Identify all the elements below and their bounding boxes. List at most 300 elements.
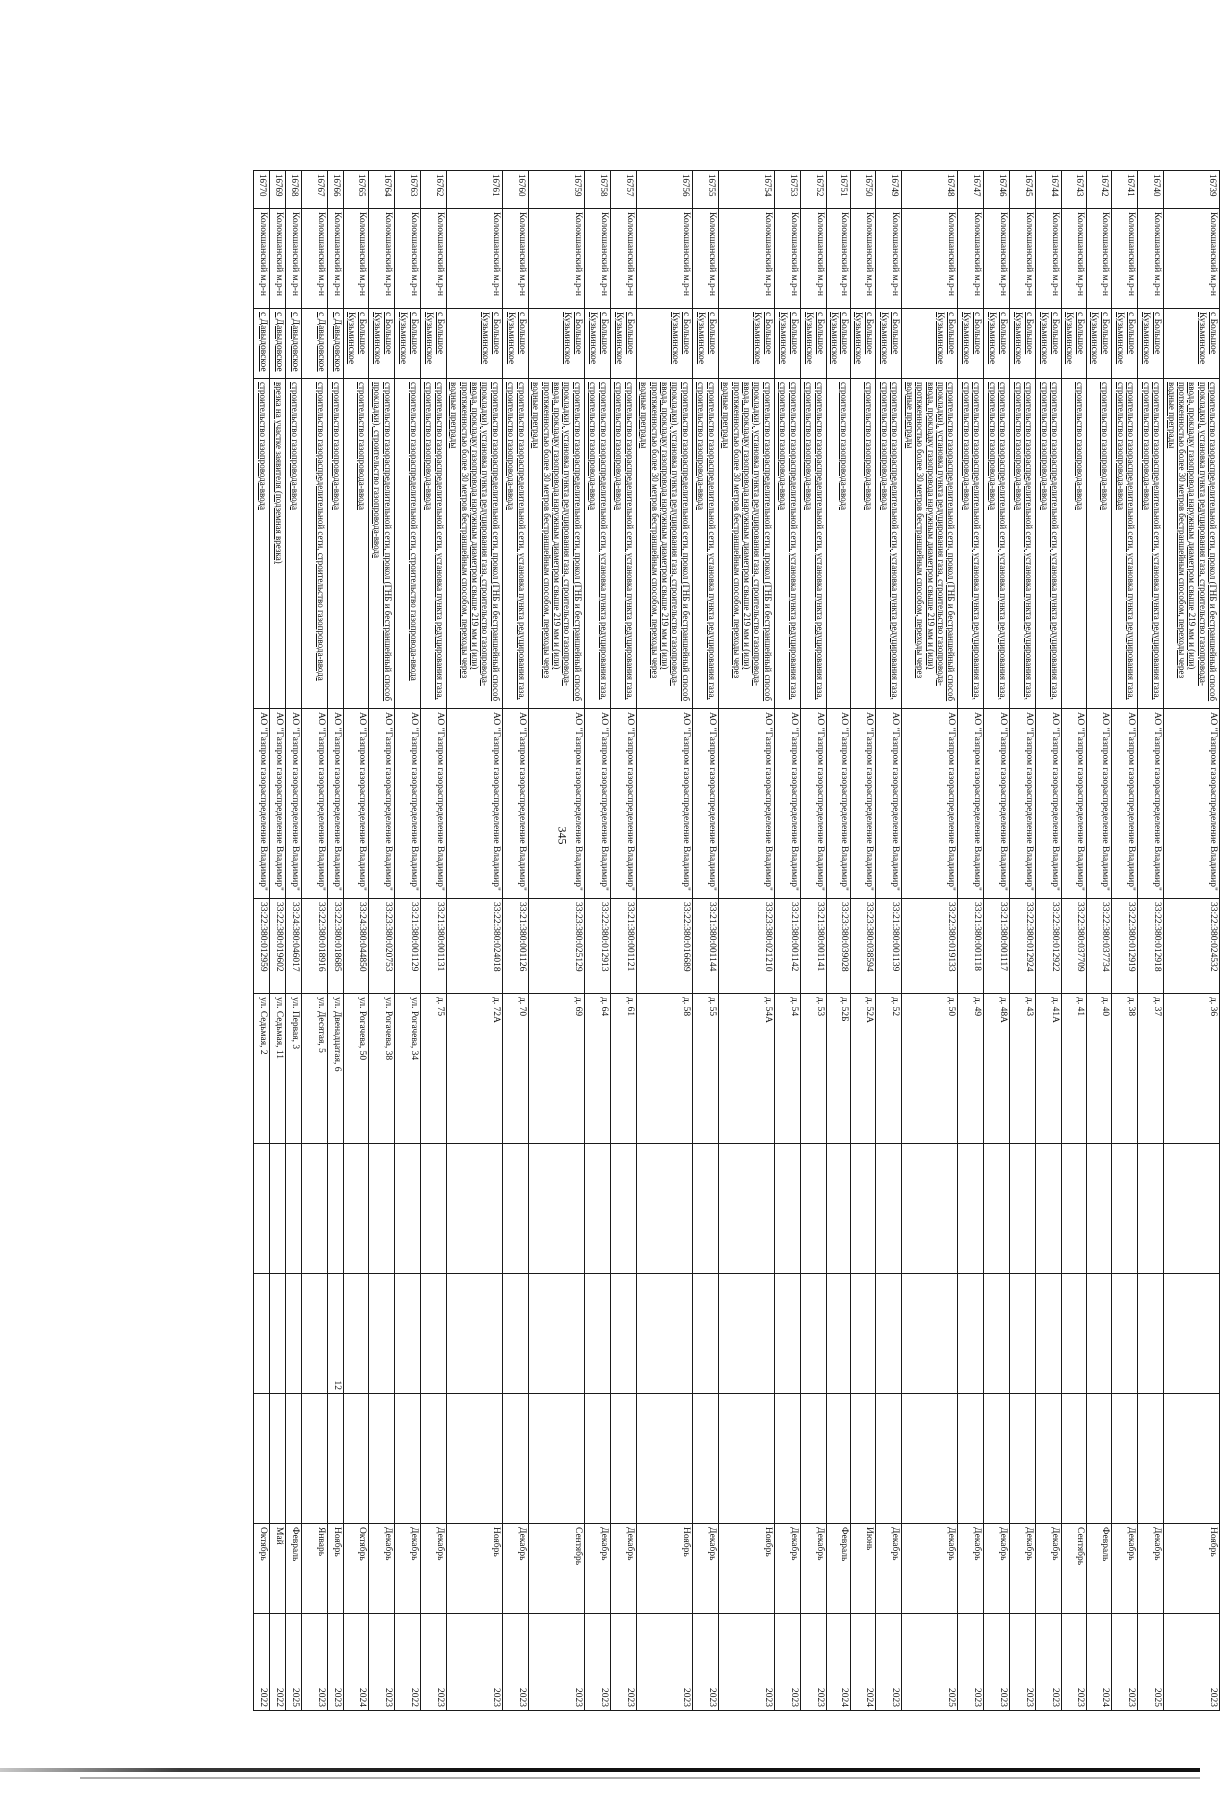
row-number: 16750: [851, 171, 876, 209]
table-row: [285, 171, 301, 1711]
empty-cell: [327, 1394, 343, 1524]
year-cell: 2023: [692, 1614, 718, 1711]
flat-cell: [851, 1274, 876, 1394]
table-row: [1112, 171, 1138, 1711]
cadastre-cell: 33:22:380:012959: [253, 899, 269, 994]
organization-cell: АО "Газпром газораспределение Владимир": [420, 709, 446, 899]
year-cell: 2023: [584, 1614, 610, 1711]
cadastre-cell: 33:22:380:018916: [301, 899, 327, 994]
flat-cell: [253, 1274, 269, 1394]
cadastre-cell: 33:21:380:001118: [958, 899, 984, 994]
district-cell: Колокшанский м.р-н: [368, 209, 394, 309]
address-cell: д. 50: [902, 994, 958, 1144]
settlement-cell: с Большое Кузьминское: [826, 309, 851, 379]
district-cell: Колокшанский м.р-н: [636, 209, 692, 309]
empty-cell: [343, 1144, 368, 1274]
cadastre-cell: 33:23:380:021210: [718, 899, 774, 994]
empty-cell: [394, 1394, 420, 1524]
district-cell: Колокшанский м.р-н: [269, 209, 285, 309]
month-cell: Декабрь: [774, 1524, 800, 1614]
address-cell: д. 41: [1062, 994, 1087, 1144]
row-number: 16754: [718, 171, 774, 209]
address-cell: д. 75: [420, 994, 446, 1144]
empty-cell: [368, 1144, 394, 1274]
table-row: [1036, 171, 1062, 1711]
works-cell: строительство газораспределительной сети, установка пункта редуцирования газа, строительство газопровода-ввода: [800, 379, 826, 709]
cadastre-cell: 33:23:380:039028: [826, 899, 851, 994]
address-cell: ул. Рогачева, 38: [368, 994, 394, 1144]
address-cell: д. 64: [584, 994, 610, 1144]
district-cell: Колокшанский м.р-н: [774, 209, 800, 309]
district-cell: Колокшанский м.р-н: [1062, 209, 1087, 309]
works-cell: строительство газопровода-ввода: [826, 379, 851, 709]
cadastre-cell: 33:21:380:001141: [800, 899, 826, 994]
district-cell: Колокшанский м.р-н: [800, 209, 826, 309]
district-cell: Колокшанский м.р-н: [851, 209, 876, 309]
empty-cell: [1062, 1144, 1087, 1274]
works-cell: строительство газопровода-ввода: [253, 379, 269, 709]
address-cell: ул. Рогачева, 34: [394, 994, 420, 1144]
empty-cell: [1087, 1144, 1112, 1274]
works-cell: строительство газораспределительной сети, прокол (ГНБ и бестраншейный способ прокладки), установка пункта редуцирования газа, строительство газопровода-ввода, прокладку газопровода наружным диаметром свыше 219 мм и (или) протяженностью более 30 метров бестраншейным способом, переходы через водные преграды: [446, 379, 502, 709]
flat-cell: [301, 1274, 327, 1394]
works-cell: строительство газопровода-ввода: [327, 379, 343, 709]
empty-cell: [420, 1144, 446, 1274]
works-cell: строительство газораспределительной сети, прокол (ГНБ и бестраншейный способ прокладки), установка пункта редуцирования газа, строительство газопровода-ввода, прокладку газопровода наружным диаметром свыше 219 мм и (или) протяженностью более 30 метров бестраншейным способом, переходы через водные преграды: [636, 379, 692, 709]
row-number: 16746: [984, 171, 1010, 209]
settlement-cell: с Большое Кузьминское: [1036, 309, 1062, 379]
year-cell: 2025: [285, 1614, 301, 1711]
cadastre-cell: 33:23:380:038594: [851, 899, 876, 994]
organization-cell: АО "Газпром газораспределение Владимир": [327, 709, 343, 899]
month-cell: Май: [269, 1524, 285, 1614]
works-cell: строительство газораспределительной сети, строительство газопровода-ввода: [394, 379, 420, 709]
settlement-cell: с Большое Кузьминское: [502, 309, 528, 379]
year-cell: 2022: [253, 1614, 269, 1711]
empty-cell: [301, 1394, 327, 1524]
district-cell: Колокшанский м.р-н: [902, 209, 958, 309]
district-cell: Колокшанский м.р-н: [610, 209, 636, 309]
address-cell: д. 55: [692, 994, 718, 1144]
table-row: [343, 171, 368, 1711]
scan-edge-line: [0, 1768, 1200, 1772]
empty-cell: [327, 1144, 343, 1274]
works-cell: строительство газораспределительной сети, установка пункта редуцирования газа, строительство газопровода-ввода: [1010, 379, 1036, 709]
empty-cell: [1138, 1394, 1164, 1524]
works-cell: строительство газораспределительной сети, строительство газопровода-ввода: [301, 379, 327, 709]
address-cell: д. 37: [1138, 994, 1164, 1144]
empty-cell: [420, 1394, 446, 1524]
organization-cell: АО "Газпром газораспределение Владимир": [253, 709, 269, 899]
works-cell: строительство газораспределительной сети, прокол (ГНБ и бестраншейный способ прокладки), установка пункта редуцирования газа, строительство газопровода-ввода, прокладку газопровода наружным диаметром свыше 219 мм и (или) протяженностью более 30 метров бестраншейным способом, переходы через водные преграды: [1164, 379, 1220, 709]
month-cell: Февраль: [826, 1524, 851, 1614]
empty-cell: [528, 1394, 584, 1524]
empty-cell: [958, 1144, 984, 1274]
organization-cell: АО "Газпром газораспределение Владимир": [902, 709, 958, 899]
table-row: [851, 171, 876, 1711]
district-cell: Колокшанский м.р-н: [446, 209, 502, 309]
settlement-cell: с Большое Кузьминское: [692, 309, 718, 379]
district-cell: Колокшанский м.р-н: [584, 209, 610, 309]
works-cell: строительство газораспределительной сети, установка пункта редуцирования газа, строительство газопровода-ввода: [420, 379, 446, 709]
settlement-cell: с Давыдовское: [301, 309, 327, 379]
address-cell: д. 40: [1087, 994, 1112, 1144]
organization-cell: АО "Газпром газораспределение Владимир": [876, 709, 902, 899]
empty-cell: [984, 1144, 1010, 1274]
settlement-cell: с Большое Кузьминское: [876, 309, 902, 379]
flat-cell: [902, 1274, 958, 1394]
organization-cell: АО "Газпром газораспределение Владимир": [446, 709, 502, 899]
year-cell: 2023: [800, 1614, 826, 1711]
works-cell: строительство газораспределительной сети, установка пункта редуцирования газа, строительство газопровода-ввода: [876, 379, 902, 709]
table-row: [368, 171, 394, 1711]
row-number: 16761: [446, 171, 502, 209]
address-cell: ул. Седьмая, 11: [269, 994, 285, 1144]
empty-cell: [902, 1144, 958, 1274]
works-cell: строительство газораспределительной сети, установка пункта редуцирования газа, строительство газопровода-ввода: [984, 379, 1010, 709]
organization-cell: АО "Газпром газораспределение Владимир": [851, 709, 876, 899]
row-number: 16749: [876, 171, 902, 209]
table-row: [1062, 171, 1087, 1711]
organization-cell: АО "Газпром газораспределение Владимир": [285, 709, 301, 899]
works-cell: строительство газопровода-ввода: [851, 379, 876, 709]
flat-cell: [636, 1274, 692, 1394]
empty-cell: [851, 1144, 876, 1274]
month-cell: Декабрь: [984, 1524, 1010, 1614]
flat-cell: [800, 1274, 826, 1394]
flat-cell: [826, 1274, 851, 1394]
works-cell: строительство газораспределительной сети, установка пункта редуцирования газа, строительство газопровода-ввода: [610, 379, 636, 709]
year-cell: 2022: [394, 1614, 420, 1711]
settlement-cell: с Большое Кузьминское: [718, 309, 774, 379]
empty-cell: [718, 1394, 774, 1524]
table-row: [636, 171, 692, 1711]
row-number: 16759: [528, 171, 584, 209]
row-number: 16742: [1087, 171, 1112, 209]
settlement-cell: с Большое Кузьминское: [851, 309, 876, 379]
flat-cell: [984, 1274, 1010, 1394]
year-cell: 2023: [958, 1614, 984, 1711]
table-row: [692, 171, 718, 1711]
organization-cell: АО "Газпром газораспределение Владимир": [1062, 709, 1087, 899]
row-number: 16760: [502, 171, 528, 209]
organization-cell: АО "Газпром газораспределение Владимир": [1112, 709, 1138, 899]
empty-cell: [269, 1394, 285, 1524]
month-cell: Декабрь: [902, 1524, 958, 1614]
flat-cell: [368, 1274, 394, 1394]
organization-cell: АО "Газпром газораспределение Владимир": [301, 709, 327, 899]
year-cell: 2023: [327, 1614, 343, 1711]
year-cell: 2023: [984, 1614, 1010, 1711]
district-cell: Колокшанский м.р-н: [1036, 209, 1062, 309]
flat-cell: [285, 1274, 301, 1394]
address-cell: ул. Первая, 3: [285, 994, 301, 1144]
month-cell: Декабрь: [800, 1524, 826, 1614]
address-cell: д. 69: [528, 994, 584, 1144]
month-cell: Декабрь: [1010, 1524, 1036, 1614]
cadastre-cell: 33:21:380:001131: [420, 899, 446, 994]
address-cell: д. 52Б: [826, 994, 851, 1144]
address-cell: ул. Седьмая, 2: [253, 994, 269, 1144]
works-cell: строительство газораспределительной сети, прокол (ГНБ и бестраншейный способ прокладки), установка пункта редуцирования газа, строительство газопровода-ввода, прокладку газопровода наружным диаметром свыше 219 мм и (или) протяженностью более 30 метров бестраншейным способом, переходы через водные преграды: [902, 379, 958, 709]
empty-cell: [1112, 1394, 1138, 1524]
settlement-cell: с Большое Кузьминское: [420, 309, 446, 379]
row-number: 16741: [1112, 171, 1138, 209]
flat-cell: [1036, 1274, 1062, 1394]
organization-cell: АО "Газпром газораспределение Владимир": [718, 709, 774, 899]
district-cell: Колокшанский м.р-н: [826, 209, 851, 309]
settlement-cell: с Давыдовское: [269, 309, 285, 379]
district-cell: Колокшанский м.р-н: [718, 209, 774, 309]
year-cell: 2023: [636, 1614, 692, 1711]
empty-cell: [1138, 1144, 1164, 1274]
empty-cell: [1164, 1394, 1220, 1524]
month-cell: Декабрь: [1138, 1524, 1164, 1614]
organization-cell: АО "Газпром газораспределение Владимир": [774, 709, 800, 899]
empty-cell: [984, 1394, 1010, 1524]
year-cell: 2023: [502, 1614, 528, 1711]
address-cell: д. 41А: [1036, 994, 1062, 1144]
flat-cell: [528, 1274, 584, 1394]
year-cell: 2023: [718, 1614, 774, 1711]
flat-cell: 12: [327, 1274, 343, 1394]
cadastre-cell: 33:22:380:024018: [446, 899, 502, 994]
works-cell: строительство газопровода-ввода: [285, 379, 301, 709]
month-cell: Октябрь: [343, 1524, 368, 1614]
row-number: 16753: [774, 171, 800, 209]
empty-cell: [800, 1394, 826, 1524]
flat-cell: [1138, 1274, 1164, 1394]
row-number: 16744: [1036, 171, 1062, 209]
settlement-cell: с Большое Кузьминское: [774, 309, 800, 379]
settlement-cell: с Большое Кузьминское: [1112, 309, 1138, 379]
empty-cell: [394, 1144, 420, 1274]
row-number: 16758: [584, 171, 610, 209]
flat-cell: [718, 1274, 774, 1394]
year-cell: 2022: [269, 1614, 285, 1711]
cadastre-cell: 33:21:380:001144: [692, 899, 718, 994]
year-cell: 2023: [420, 1614, 446, 1711]
empty-cell: [610, 1394, 636, 1524]
settlement-cell: с Большое Кузьминское: [800, 309, 826, 379]
district-cell: Колокшанский м.р-н: [958, 209, 984, 309]
cadastre-cell: 33:22:380:016689: [636, 899, 692, 994]
organization-cell: АО "Газпром газораспределение Владимир": [826, 709, 851, 899]
organization-cell: АО "Газпром газораспределение Владимир": [984, 709, 1010, 899]
empty-cell: [301, 1144, 327, 1274]
organization-cell: АО "Газпром газораспределение Владимир": [269, 709, 285, 899]
flat-cell: [1087, 1274, 1112, 1394]
month-cell: Ноябрь: [636, 1524, 692, 1614]
month-cell: Декабрь: [610, 1524, 636, 1614]
empty-cell: [958, 1394, 984, 1524]
page-number: 345: [555, 826, 570, 845]
cadastre-cell: 33:22:380:012913: [584, 899, 610, 994]
rotated-register: [170, 170, 1220, 1710]
empty-cell: [253, 1144, 269, 1274]
empty-cell: [446, 1144, 502, 1274]
scan-edge-shadow: [80, 1777, 1200, 1779]
settlement-cell: с Большое Кузьминское: [584, 309, 610, 379]
table-row: [774, 171, 800, 1711]
empty-cell: [774, 1394, 800, 1524]
year-cell: 2024: [343, 1614, 368, 1711]
empty-cell: [1010, 1394, 1036, 1524]
district-cell: Колокшанский м.р-н: [285, 209, 301, 309]
empty-cell: [269, 1144, 285, 1274]
cadastre-cell: 33:24:380:044850: [343, 899, 368, 994]
district-cell: Колокшанский м.р-н: [876, 209, 902, 309]
address-cell: д. 52А: [851, 994, 876, 1144]
table-row: [420, 171, 446, 1711]
address-cell: ул. Рогачева, 50: [343, 994, 368, 1144]
empty-cell: [343, 1394, 368, 1524]
empty-cell: [446, 1394, 502, 1524]
works-cell: строительство газораспределительной сети, установка пункта редуцирования газа, строительство газопровода-ввода: [1112, 379, 1138, 709]
row-number: 16747: [958, 171, 984, 209]
works-cell: строительство газораспределительной сети, прокол (ГНБ и бестраншейный способ прокладки), установка пункта редуцирования газа, строительство газопровода-ввода, прокладку газопровода наружным диаметром свыше 219 мм и (или) протяженностью более 30 метров бестраншейным способом, переходы через водные преграды: [718, 379, 774, 709]
flat-cell: [876, 1274, 902, 1394]
row-number: 16757: [610, 171, 636, 209]
cadastre-cell: 33:22:380:037734: [1087, 899, 1112, 994]
row-number: 16762: [420, 171, 446, 209]
settlement-cell: с Большое Кузьминское: [1138, 309, 1164, 379]
month-cell: Декабрь: [1036, 1524, 1062, 1614]
district-cell: Колокшанский м.р-н: [394, 209, 420, 309]
works-cell: строительство газораспределительной сети, установка пункта редуцирования газа, строительство газопровода-ввода: [958, 379, 984, 709]
month-cell: Декабрь: [502, 1524, 528, 1614]
cadastre-cell: 33:21:380:001129: [394, 899, 420, 994]
month-cell: Февраль: [285, 1524, 301, 1614]
settlement-cell: с Большое Кузьминское: [446, 309, 502, 379]
year-cell: 2023: [610, 1614, 636, 1711]
address-cell: д. 53: [800, 994, 826, 1144]
address-cell: д. 38: [1112, 994, 1138, 1144]
cadastre-cell: 33:22:380:012919: [1112, 899, 1138, 994]
works-cell: строительство газораспределительной сети, прокол (ГНБ и бестраншейный способ прокладки), строительство газопровода-ввода: [368, 379, 394, 709]
organization-cell: АО "Газпром газораспределение Владимир": [1036, 709, 1062, 899]
organization-cell: АО "Газпром газораспределение Владимир": [636, 709, 692, 899]
settlement-cell: с Большое Кузьминское: [343, 309, 368, 379]
organization-cell: АО "Газпром газораспределение Владимир": [1164, 709, 1220, 899]
table-row: [327, 171, 343, 1711]
empty-cell: [718, 1144, 774, 1274]
month-cell: Октябрь: [253, 1524, 269, 1614]
district-cell: Колокшанский м.р-н: [420, 209, 446, 309]
district-cell: Колокшанский м.р-н: [1164, 209, 1220, 309]
empty-cell: [692, 1394, 718, 1524]
address-cell: д. 54: [774, 994, 800, 1144]
month-cell: Январь: [301, 1524, 327, 1614]
organization-cell: АО "Газпром газораспределение Владимир": [1010, 709, 1036, 899]
empty-cell: [1036, 1394, 1062, 1524]
settlement-cell: с Большое Кузьминское: [528, 309, 584, 379]
year-cell: 2024: [1087, 1614, 1112, 1711]
row-number: 16770: [253, 171, 269, 209]
table-row: [1164, 171, 1220, 1711]
table-row: [446, 171, 502, 1711]
flat-cell: [1164, 1274, 1220, 1394]
year-cell: 2023: [1036, 1614, 1062, 1711]
organization-cell: АО "Газпром газораспределение Владимир": [958, 709, 984, 899]
empty-cell: [902, 1394, 958, 1524]
district-cell: Колокшанский м.р-н: [984, 209, 1010, 309]
settlement-cell: с Большое Кузьминское: [958, 309, 984, 379]
empty-cell: [285, 1144, 301, 1274]
table-row: [902, 171, 958, 1711]
row-number: 16767: [301, 171, 327, 209]
flat-cell: [502, 1274, 528, 1394]
flat-cell: [1062, 1274, 1087, 1394]
flat-cell: [343, 1274, 368, 1394]
table-row: [1010, 171, 1036, 1711]
cadastre-cell: 33:21:380:001139: [876, 899, 902, 994]
address-cell: д. 70: [502, 994, 528, 1144]
organization-cell: АО "Газпром газораспределение Владимир": [800, 709, 826, 899]
month-cell: Сентябрь: [528, 1524, 584, 1614]
settlement-cell: с Большое Кузьминское: [1164, 309, 1220, 379]
empty-cell: [800, 1144, 826, 1274]
cadastre-cell: 33:23:380:020753: [368, 899, 394, 994]
year-cell: 2023: [1112, 1614, 1138, 1711]
year-cell: 2023: [528, 1614, 584, 1711]
flat-cell: [420, 1274, 446, 1394]
row-number: 16763: [394, 171, 420, 209]
table-row: [718, 171, 774, 1711]
address-cell: д. 48А: [984, 994, 1010, 1144]
table-row: [502, 171, 528, 1711]
empty-cell: [610, 1144, 636, 1274]
empty-cell: [285, 1394, 301, 1524]
cadastre-cell: 33:23:380:025129: [528, 899, 584, 994]
year-cell: 2025: [902, 1614, 958, 1711]
year-cell: 2023: [1164, 1614, 1220, 1711]
settlement-cell: с Большое Кузьминское: [1087, 309, 1112, 379]
district-cell: Колокшанский м.р-н: [692, 209, 718, 309]
year-cell: 2023: [1010, 1614, 1036, 1711]
table-row: [528, 171, 584, 1711]
settlement-cell: с Большое Кузьминское: [1010, 309, 1036, 379]
empty-cell: [636, 1144, 692, 1274]
cadastre-cell: 33:21:380:001142: [774, 899, 800, 994]
flat-cell: [958, 1274, 984, 1394]
works-cell: строительство газораспределительной сети, прокол (ГНБ и бестраншейный способ прокладки), установка пункта редуцирования газа, строительство газопровода-ввода, прокладку газопровода наружным диаметром свыше 219 мм и (или) протяженностью более 30 метров бестраншейным способом, переходы через водные преграды: [528, 379, 584, 709]
settlement-cell: с Давыдовское: [327, 309, 343, 379]
month-cell: Ноябрь: [718, 1524, 774, 1614]
empty-cell: [502, 1394, 528, 1524]
organization-cell: АО "Газпром газораспределение Владимир": [584, 709, 610, 899]
row-number: 16769: [269, 171, 285, 209]
address-cell: ул. Десятая, 5: [301, 994, 327, 1144]
settlement-cell: с Большое Кузьминское: [610, 309, 636, 379]
address-cell: д. 43: [1010, 994, 1036, 1144]
district-cell: Колокшанский м.р-н: [1087, 209, 1112, 309]
address-cell: д. 52: [876, 994, 902, 1144]
settlement-cell: с Большое Кузьминское: [984, 309, 1010, 379]
table-row: [958, 171, 984, 1711]
settlement-cell: с Большое Кузьминское: [902, 309, 958, 379]
empty-cell: [253, 1394, 269, 1524]
works-cell: строительство газопровода-ввода: [1062, 379, 1087, 709]
address-cell: д. 58: [636, 994, 692, 1144]
row-number: 16751: [826, 171, 851, 209]
district-cell: Колокшанский м.р-н: [343, 209, 368, 309]
address-cell: д. 61: [610, 994, 636, 1144]
empty-cell: [1010, 1144, 1036, 1274]
row-number: 16752: [800, 171, 826, 209]
month-cell: Ноябрь: [327, 1524, 343, 1614]
flat-cell: [774, 1274, 800, 1394]
